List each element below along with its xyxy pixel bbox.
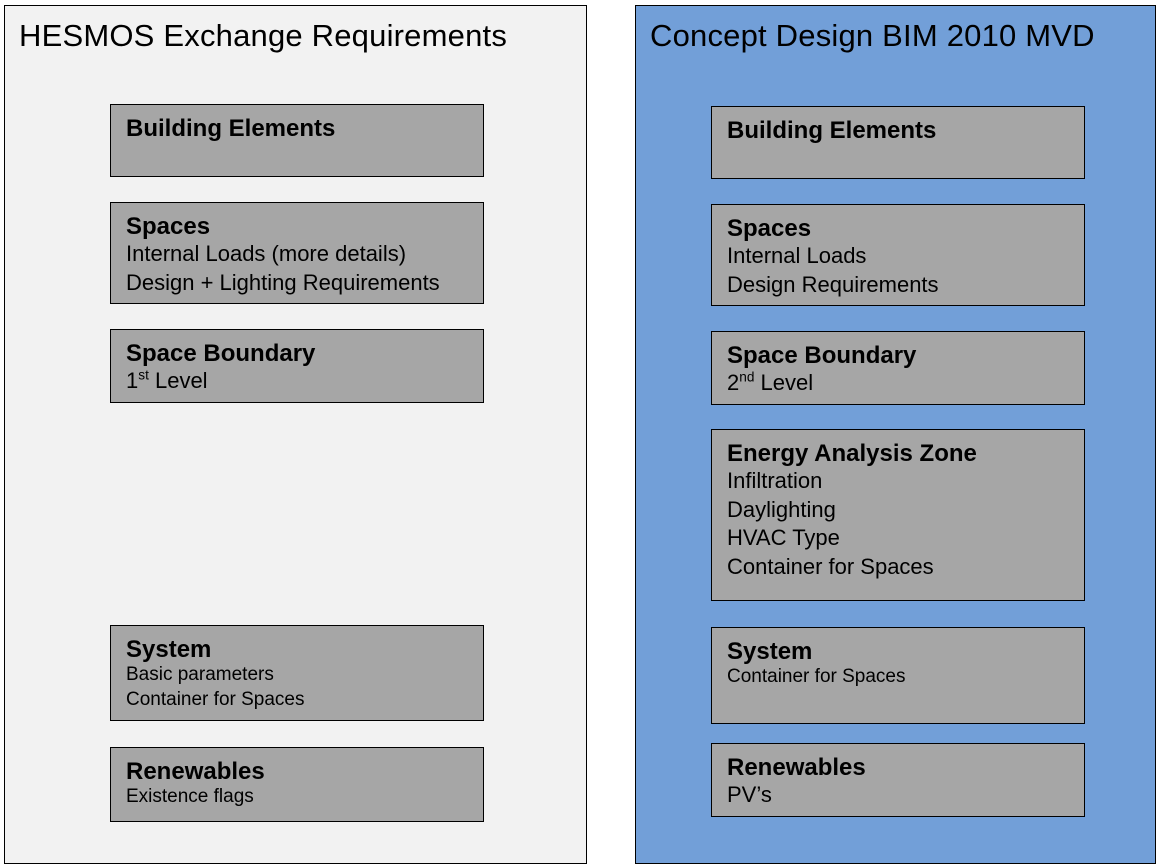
box-line: Design Requirements xyxy=(727,271,939,297)
mvd-box-building-elements xyxy=(711,106,1085,179)
box-line: Container for Spaces xyxy=(126,688,305,710)
box-title: Spaces xyxy=(126,213,211,240)
space-boundary-level xyxy=(126,367,469,396)
level-suffix: nd xyxy=(739,369,755,385)
hesmos-panel-title: HESMOS Exchange Requirements xyxy=(19,18,508,53)
mvd-box-renewables xyxy=(711,743,1085,817)
box-line: Basic parameters xyxy=(126,664,274,685)
hesmos-box-space-boundary xyxy=(110,329,484,403)
level-word: Level xyxy=(754,370,814,395)
box-title: System xyxy=(727,638,813,665)
box-title: Renewables xyxy=(727,754,866,781)
box-line: HVAC Type xyxy=(727,525,840,550)
hesmos-box-building-elements xyxy=(110,104,484,177)
box-line: Design + Lighting Requirements xyxy=(126,269,440,295)
box-title: Building Elements xyxy=(126,115,336,142)
level-number: 1 xyxy=(126,368,139,393)
box-title: Space Boundary xyxy=(126,340,316,367)
box-title: Building Elements xyxy=(727,117,937,144)
box-line: Internal Loads xyxy=(727,243,867,268)
space-boundary-level xyxy=(727,369,1070,398)
mvd-box-space-boundary xyxy=(711,331,1085,405)
mvd-box-energy-analysis-zone xyxy=(711,429,1085,601)
bim-mvd-panel-title: Concept Design BIM 2010 MVD xyxy=(650,18,1095,53)
box-title: Energy Analysis Zone xyxy=(727,440,977,467)
hesmos-box-renewables xyxy=(110,747,484,822)
box-title: Renewables xyxy=(126,758,265,785)
level-suffix: st xyxy=(138,367,149,383)
box-title: Spaces xyxy=(727,215,812,242)
box-line: Container for Spaces xyxy=(727,666,906,687)
box-title: System xyxy=(126,636,212,663)
hesmos-box-spaces xyxy=(110,202,484,304)
box-line: Existence flags xyxy=(126,786,254,807)
mvd-box-system xyxy=(711,627,1085,724)
hesmos-box-system xyxy=(110,625,484,721)
mvd-box-spaces xyxy=(711,204,1085,306)
box-line: PV’s xyxy=(727,782,772,807)
box-line: Infiltration xyxy=(727,468,823,493)
box-title: Space Boundary xyxy=(727,342,917,369)
box-line: Container for Spaces xyxy=(727,553,934,579)
box-line: Daylighting xyxy=(727,496,836,522)
level-number: 2 xyxy=(727,370,740,395)
level-word: Level xyxy=(148,368,208,393)
box-line: Internal Loads (more details) xyxy=(126,241,407,266)
